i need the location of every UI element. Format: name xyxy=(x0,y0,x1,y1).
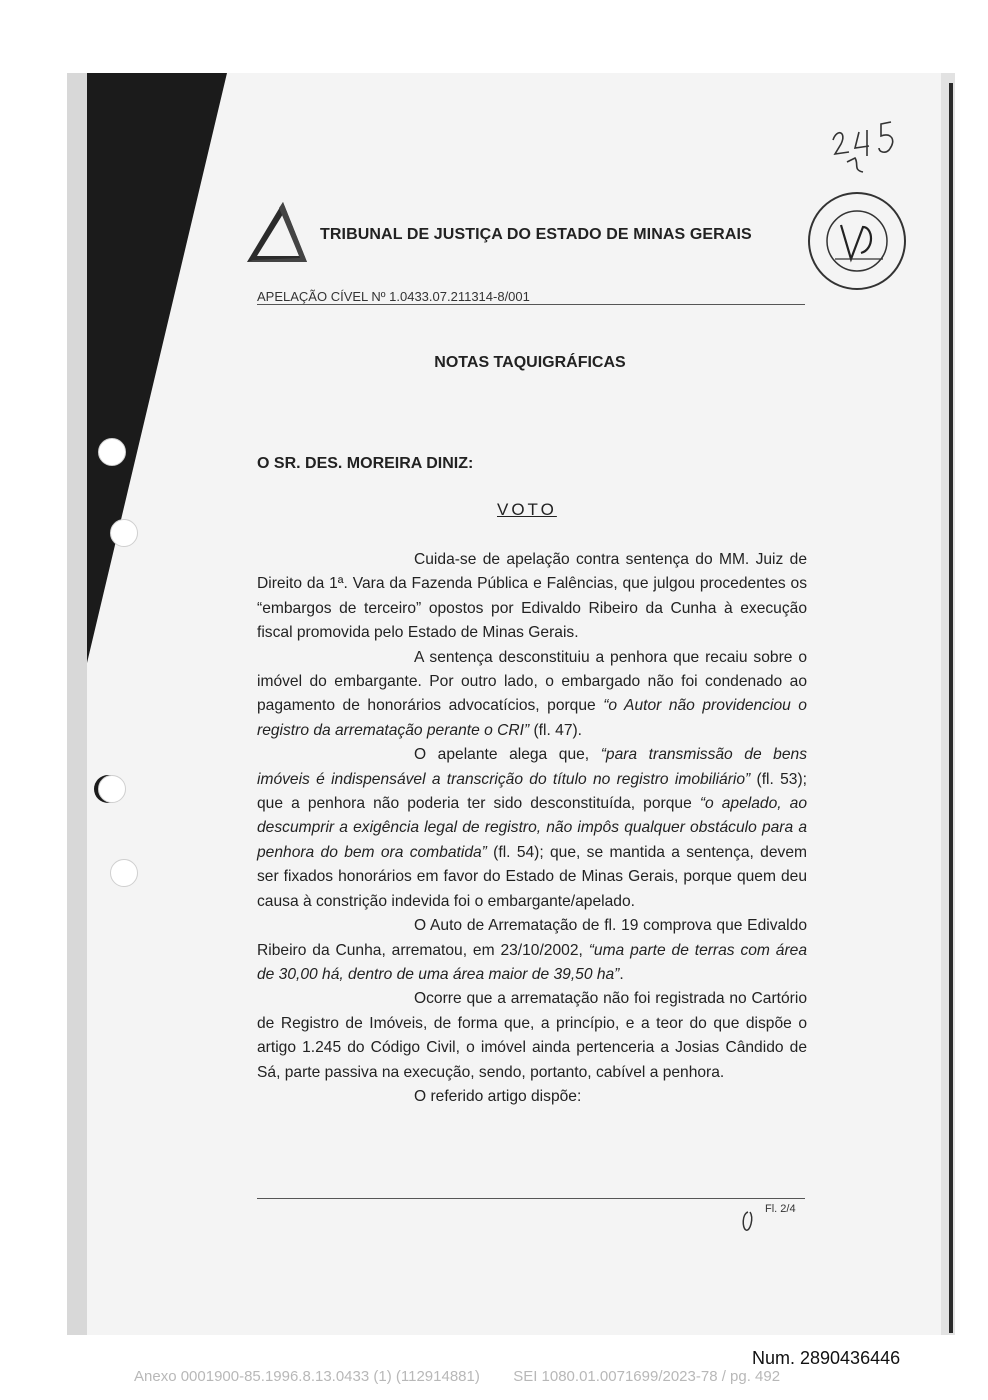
vote-heading xyxy=(497,500,557,520)
annex-reference xyxy=(134,1368,780,1385)
paragraph-4 xyxy=(257,914,807,987)
paragraph-3-quote-2: “o apelado, ao descumprir a exigência legal de registro, não impôs qualquer obstáculo para a penhora do bem ora combatida” xyxy=(257,795,807,861)
case-number: APELAÇÃO CÍVEL Nº 1.0433.07.211314-8/001 xyxy=(257,289,530,304)
paragraph-2-text-b: (fl. 47). xyxy=(529,721,583,739)
header-rule xyxy=(257,304,805,305)
page-folio: Fl. 2/4 xyxy=(765,1203,796,1215)
paragraph-3-quote-1: “para transmissão de bens imóveis é indispensável a transcrição do título no registro imobiliário” xyxy=(257,746,807,788)
section-title: NOTAS TAQUIGRÁFICAS xyxy=(434,354,626,371)
paragraph-2 xyxy=(257,646,807,744)
paragraph-2-text-a: A sentença desconstituiu a penhora que recaiu sobre o imóvel do embargante. Por outro lado, o embargado não foi condenado ao pagamento de honorários advocatícios, porque xyxy=(257,648,807,715)
handwritten-initial xyxy=(738,1208,758,1234)
vote-heading-text: VOTO xyxy=(497,500,557,519)
paragraph-4-text-b: . xyxy=(619,965,624,983)
paragraph-1: Cuida-se de apelação contra sentença do MM. Juiz de Direito da 1ª. Vara da Fazenda Pública e Falências, que julgou procedentes os “embargos de terceiro” opostos por Edivaldo Ribeiro da Cunha à execução fiscal promovida pelo Estado de Minas Gerais. xyxy=(257,551,807,642)
annex-reference-left: Anexo 0001900-85.1996.8.13.0433 (1) (112914881) xyxy=(134,1368,480,1385)
paragraph-3-text-c: (fl. 54); que, se mantida a sentença, devem ser fixados honorários em favor do Estado de Minas Gerais, porque quem deu causa à constrição indevida foi o embargante/apelado. xyxy=(257,843,807,910)
court-seal-stamp xyxy=(805,189,909,293)
paragraph-4-text-a: O Auto de Arrematação de fl. 19 comprova que Edivaldo Ribeiro da Cunha, arrematou, em 23/10/2002, xyxy=(257,917,807,959)
document-num: Num. 2890436446 xyxy=(752,1348,901,1368)
vote-body xyxy=(257,548,807,1109)
speaker-heading: O SR. DES. MOREIRA DINIZ: xyxy=(257,455,474,472)
footer-rule xyxy=(257,1198,805,1199)
annex-reference-right: SEI 1080.01.0071699/2023-78 / pg. 492 xyxy=(513,1368,781,1385)
tribunal-triangle-logo xyxy=(243,200,309,268)
paragraph-3-text-a: O apelante alega que, xyxy=(414,746,601,764)
court-name: TRIBUNAL DE JUSTIÇA DO ESTADO DE MINAS GERAIS xyxy=(320,226,752,243)
paragraph-3-text-b: (fl. 53); que a penhora não poderia ter sido desconstituída, porque xyxy=(257,770,807,813)
paragraph-3 xyxy=(257,743,807,914)
handwritten-folio-mark xyxy=(825,110,905,180)
paragraph-6: O referido artigo dispõe: xyxy=(414,1087,582,1105)
paragraph-4-quote: “uma parte de terras com área de 30,00 há, dentro de uma área maior de 39,50 ha” xyxy=(257,941,808,983)
paragraph-2-quote: “o Autor não providenciou o registro da arrematação perante o CRI” xyxy=(257,697,807,739)
paragraph-5: Ocorre que a arrematação não foi registrada no Cartório de Registro de Imóveis, de forma que, a princípio, e a teor do que dispõe o artigo 1.245 do Código Civil, o imóvel ainda pertenceria a Josias Cândido de Sá, parte passiva na execução, sendo, portanto, cabível a penhora. xyxy=(257,990,807,1081)
